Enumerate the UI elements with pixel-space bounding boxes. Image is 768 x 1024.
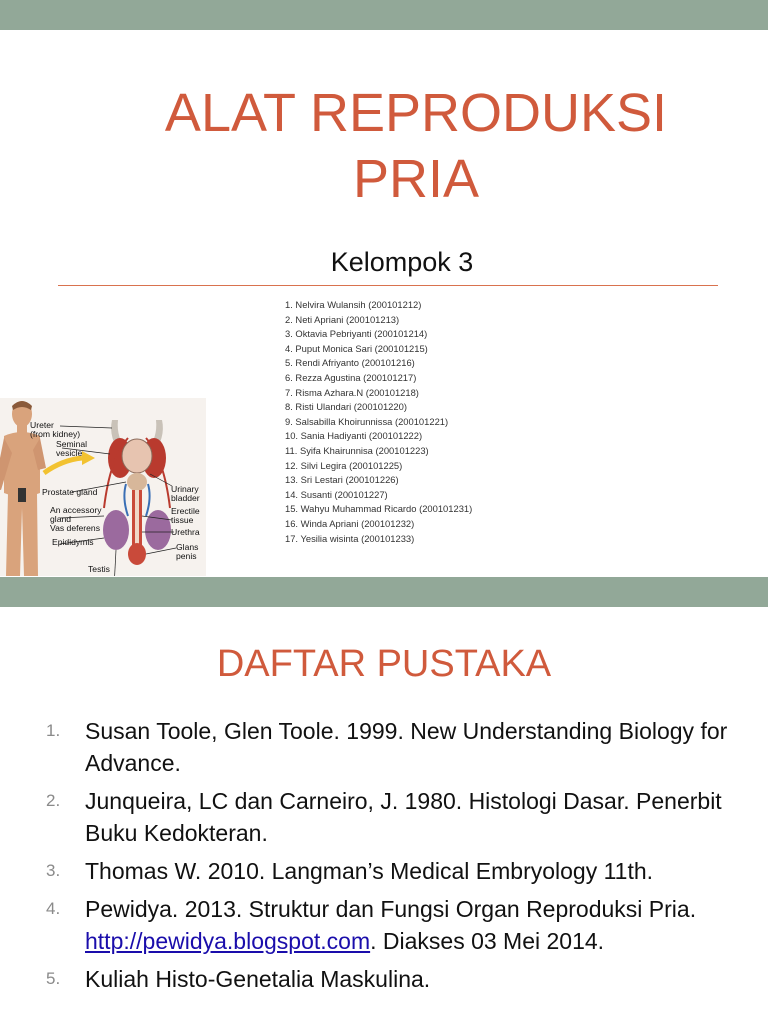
anatomy-svg (0, 398, 206, 576)
label-urethra: Urethra (171, 527, 200, 537)
reference-list (40, 715, 740, 1001)
slide-divider-band (0, 577, 768, 607)
label-erectile: Erectile (171, 506, 200, 516)
reference-item (40, 855, 740, 887)
title-line-2: PRIA (352, 149, 480, 209)
member-item: 2. Neti Apriani (200101213) (285, 313, 400, 325)
reference-text: Junqueira, LC dan Carneiro, J. 1980. Histologi Dasar. Penerbit Buku Kedokteran. (85, 788, 722, 846)
label-penis: penis (176, 551, 197, 561)
label-ureter: Ureter (30, 420, 54, 430)
reference-text: Thomas W. 2010. Langman’s Medical Embryology 11th. (85, 858, 654, 884)
member-item: 10. Sania Hadiyanti (200101222) (285, 430, 423, 442)
member-item: 5. Rendi Afriyanto (200101216) (285, 357, 415, 369)
reference-number: 3. (46, 861, 61, 880)
reference-text-after-link: . Diakses 03 Mei 2014. (370, 928, 605, 954)
label-bladder: bladder (171, 493, 200, 503)
member-item: 16. Winda Apriani (200101232) (285, 517, 415, 529)
title-slide (0, 30, 768, 577)
member-item: 12. Silvi Legira (200101225) (285, 459, 403, 471)
reference-link[interactable]: http://pewidya.blogspot.com (85, 928, 371, 954)
pointer-arrow (44, 458, 82, 473)
reference-item (40, 893, 740, 957)
label-vas-deferens: Vas deferens (50, 523, 101, 533)
references-title: DAFTAR PUSTAKA (216, 643, 552, 685)
reference-item (40, 785, 740, 849)
label-an-accessory: An accessory (50, 505, 102, 515)
divider-line (58, 285, 718, 286)
references-slide (0, 607, 768, 1024)
member-item: 7. Risma Azhara.N (200101218) (285, 386, 419, 398)
member-item: 15. Wahyu Muhammad Ricardo (200101231) (285, 503, 473, 515)
member-item: 14. Susanti (200101227) (285, 488, 388, 500)
label-vesicle: vesicle (56, 448, 83, 458)
member-item: 3. Oktavia Pebriyanti (200101214) (285, 328, 428, 340)
member-item: 11. Syifa Khairunnisa (200101223) (285, 444, 429, 456)
label-testis: Testis (88, 564, 110, 574)
label-glans: Glans (176, 542, 199, 552)
slide-title (100, 80, 732, 212)
reference-number: 1. (46, 721, 61, 740)
label-seminal: Seminal (56, 439, 88, 449)
label-gland: gland (50, 514, 72, 524)
member-item: 4. Puput Monica Sari (200101215) (285, 342, 428, 354)
member-item: 6. Rezza Agustina (200101217) (285, 371, 417, 383)
member-item: 9. Salsabilla Khoirunnissa (200101221) (285, 415, 449, 427)
label-from-kidney: (from kidney) (30, 429, 81, 439)
reference-text: Kuliah Histo-Genetalia Maskulina. (85, 966, 431, 992)
label-prostate-gland: Prostate gland (42, 487, 98, 497)
label-urinary: Urinary (171, 484, 199, 494)
title-line-1: ALAT REPRODUKSI (164, 83, 668, 143)
slide-subtitle: Kelompok 3 (330, 247, 474, 277)
organ-drawing (103, 420, 171, 565)
member-item: 8. Risti Ulandari (200101220) (285, 401, 407, 413)
member-list (285, 298, 615, 546)
label-tissue: tissue (171, 515, 194, 525)
anatomy-illustration (0, 398, 206, 576)
reference-item (40, 715, 740, 779)
member-item: 13. Sri Lestari (200101226) (285, 474, 399, 486)
reference-text-before-link: Pewidya. 2013. Struktur dan Fungsi Organ Reproduksi Pria. (85, 896, 697, 922)
reference-number: 2. (46, 791, 61, 810)
label-epididymis: Epididymis (52, 537, 94, 547)
member-item: 1. Nelvira Wulansih (200101212) (285, 299, 422, 310)
reference-text: Susan Toole, Glen Toole. 1999. New Understanding Biology for Advance. (85, 718, 728, 776)
member-item: 17. Yesilia wisinta (200101233) (285, 532, 415, 544)
reference-number: 4. (46, 899, 61, 918)
reference-number: 5. (46, 969, 61, 988)
top-color-band (0, 0, 768, 30)
reference-item (40, 963, 740, 995)
